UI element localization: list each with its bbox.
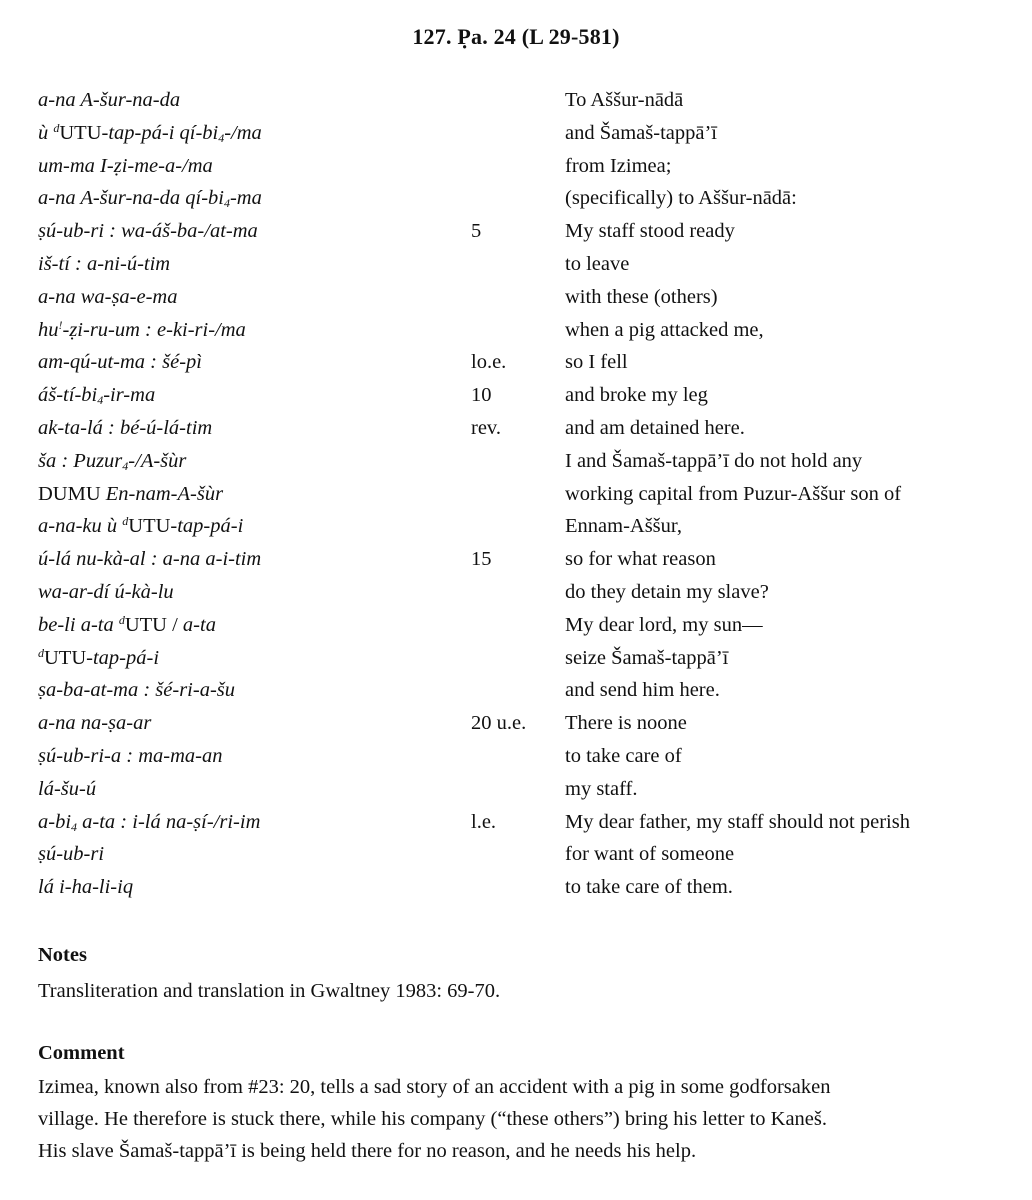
translation: and broke my leg	[565, 384, 708, 407]
translation: for want of someone	[565, 843, 735, 866]
notes-heading: Notes	[38, 944, 87, 966]
notes-text: Transliteration and translation in Gwaltney 1983: 69-70.	[38, 980, 501, 1002]
translation: my staff.	[565, 777, 638, 800]
translation: My staff stood ready	[565, 220, 735, 243]
translation: My dear father, my staff should not perish	[565, 810, 910, 833]
page-title: 127. P̣a. 24 (L 29-581)	[412, 24, 620, 49]
translation: Ennam-Aššur,	[565, 515, 683, 538]
transliteration: $áš-tí-bi_4-ir-ma$	[38, 384, 156, 408]
transliteration: lá i-ha-li-iq	[38, 876, 134, 899]
transliteration: ṣú-ub-ri-a : ma-ma-an	[38, 744, 223, 767]
translation: do they detain my slave?	[565, 580, 769, 603]
text-line	[0, 873, 1032, 906]
translation: (specifically) to Aššur-nādā:	[565, 187, 797, 210]
comment-heading: Comment	[38, 1042, 125, 1064]
transliteration: um-ma I-ẓi-me-a-/ma	[38, 154, 213, 177]
text-line	[0, 611, 1032, 644]
comment-line: His slave Šamaš-tappā’ī is being held there for no reason, and he needs his help.	[38, 1140, 697, 1162]
translation: and send him here.	[565, 679, 720, 702]
transliteration: $^d$UTU-tap-pá-i	[38, 645, 160, 669]
text-line	[0, 250, 1032, 283]
transliteration: ša : Puzur$_4$-/A-šùr	[38, 449, 187, 473]
line-number: 5	[471, 220, 482, 243]
text-line	[0, 512, 1032, 545]
transliteration: ṣú-ub-ri : wa-áš-ba-/at-ma	[38, 220, 258, 243]
text-line	[0, 217, 1032, 250]
comment-paragraph	[38, 1071, 998, 1167]
translation: when a pig attacked me,	[565, 318, 764, 341]
transliteration: DUMU En-nam-A-šùr	[38, 482, 224, 505]
transliteration: hu!-ẓi-ru-um : e-ki-ri-/ma	[38, 317, 246, 341]
text-line	[0, 119, 1032, 152]
transliteration: a-na A-šur-na-da	[38, 89, 181, 111]
line-number: rev.	[471, 416, 501, 439]
translation: so for what reason	[565, 548, 716, 571]
translation: I and Šamaš-tappā’ī do not hold any	[565, 449, 863, 472]
line-number: 15	[471, 548, 492, 571]
transliteration: ak-ta-lá : bé-ú-lá-tim	[38, 416, 213, 439]
text-line	[0, 447, 1032, 480]
translation: and am detained here.	[565, 416, 745, 439]
line-number: 20 u.e.	[471, 712, 527, 735]
comment-line: Izimea, known also from #23: 20, tells a sad story of an accident with a pig in some godforsaken	[38, 1076, 831, 1098]
transliteration: wa-ar-dí ú-kà-lu	[38, 580, 174, 603]
comment-line: village. He therefore is stuck there, while his company (“these others”) bring his letter to Kaneš.	[38, 1108, 827, 1130]
text-lines	[0, 86, 1032, 906]
transliteration: am-qú-ut-ma : šé-pì	[38, 351, 202, 374]
text-line	[0, 578, 1032, 611]
transliteration: a-na wa-ṣa-e-ma	[38, 285, 178, 308]
transliteration: iš-tí : a-ni-ú-tim	[38, 252, 171, 275]
text-line	[0, 152, 1032, 185]
translation: There is noone	[565, 712, 687, 735]
transliteration: be-li a-ta $^d$UTU / a-ta	[38, 612, 216, 636]
transliteration: ṣú-ub-ri	[38, 843, 105, 866]
text-line	[0, 742, 1032, 775]
transliteration: a-na-ku ù $^d$UTU-tap-pá-i	[38, 514, 244, 538]
text-line	[0, 545, 1032, 578]
text-line	[0, 840, 1032, 873]
transliteration: ṣa-ba-at-ma : šé-ri-a-šu	[38, 679, 235, 702]
text-line	[0, 676, 1032, 709]
transliteration: a-na na-ṣa-ar	[38, 712, 152, 735]
text-line	[0, 644, 1032, 677]
translation: to leave	[565, 252, 630, 275]
translation: to take care of	[565, 744, 682, 767]
text-line	[0, 381, 1032, 414]
transliteration: lá-šu-ú	[38, 777, 97, 800]
line-number: lo.e.	[471, 351, 507, 374]
text-line	[0, 709, 1032, 742]
text-line	[0, 348, 1032, 381]
translation: working capital from Puzur-Aššur son of	[565, 482, 902, 505]
text-line	[0, 775, 1032, 808]
translation: with these (others)	[565, 285, 718, 308]
line-number: 10	[471, 384, 492, 407]
transliteration: ù $^d$UTU-tap-pá-i $qí-bi_4-/ma$	[38, 120, 262, 145]
transliteration: a-na A-šur-na-da $qí-bi_4-ma$	[38, 187, 262, 211]
translation: seize Šamaš-tappā’ī	[565, 646, 729, 669]
translation: My dear lord, my sun—	[565, 613, 763, 636]
text-line	[0, 184, 1032, 217]
line-number: l.e.	[471, 810, 497, 833]
text-line	[0, 86, 1032, 119]
translation: To Aššur-nādā	[565, 89, 684, 111]
text-line	[0, 283, 1032, 316]
translation: from Izimea;	[565, 154, 672, 177]
translation: to take care of them.	[565, 876, 733, 899]
text-line	[0, 480, 1032, 513]
text-line	[0, 414, 1032, 447]
text-line	[0, 316, 1032, 349]
translation: and Šamaš-tappā’ī	[565, 121, 717, 144]
text-line	[0, 808, 1032, 841]
transliteration: $a-bi_4$ a-ta : i-lá na-ṣí-/ri-im	[38, 810, 261, 834]
translation: so I fell	[565, 351, 628, 374]
transliteration: ú-lá nu-kà-al : a-na a-i-tim	[38, 548, 262, 571]
